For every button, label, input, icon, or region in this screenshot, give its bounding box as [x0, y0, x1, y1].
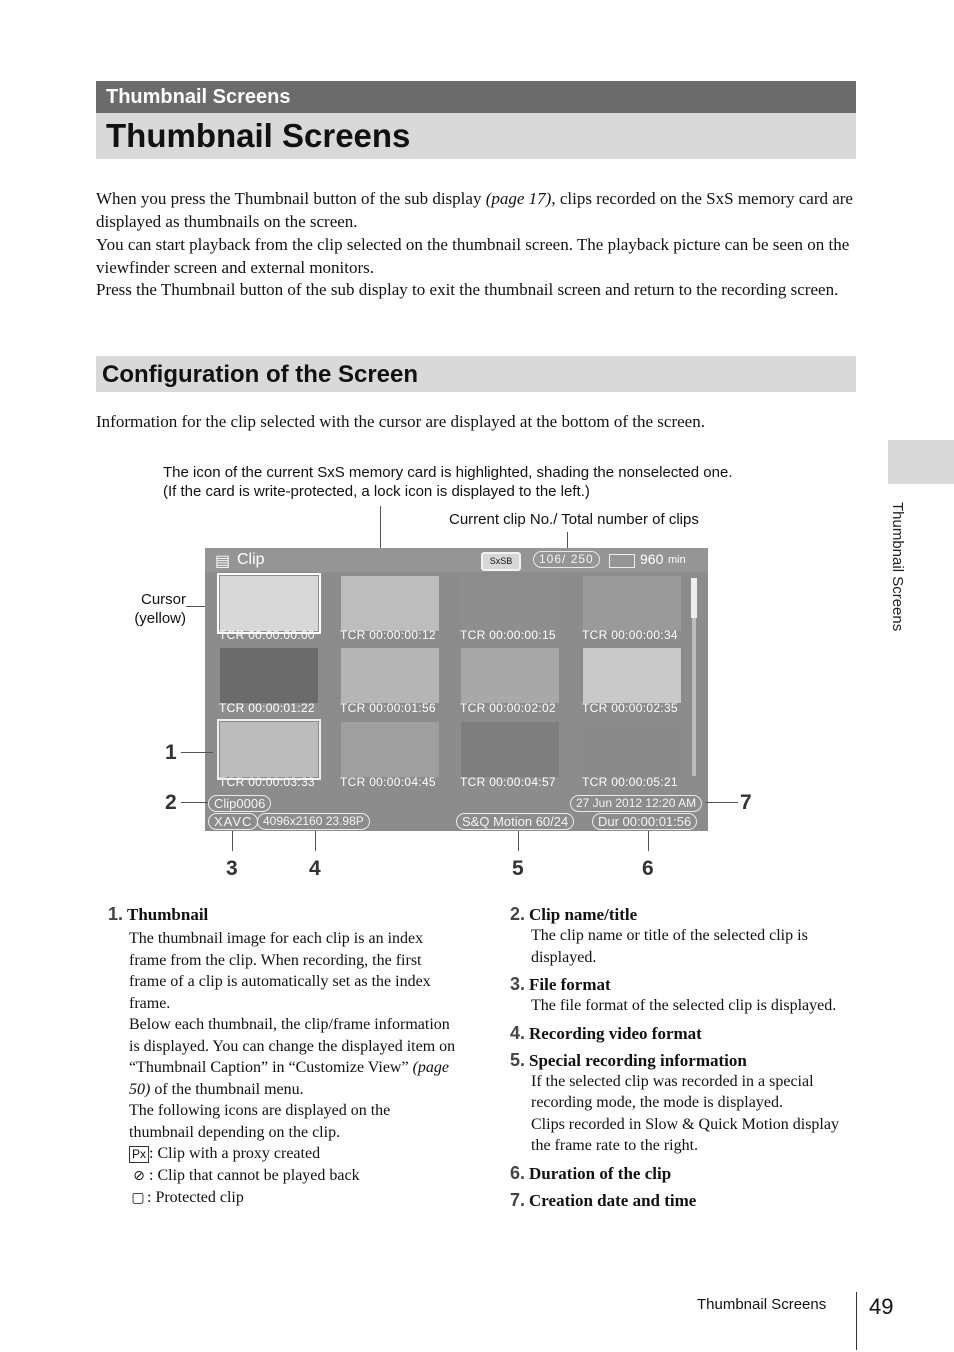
- item-5: 5. Special recording information If the selected clip was recorded in a special recording mode, the mode is displayed. Clips recorded in Slow & Quick Motion display the frame rate to the right.: [510, 1049, 839, 1154]
- card-icon-note: The icon of the current SxS memory card is highlighted, shading the nonselected one. (If the card is write-protected, a lock icon is displayed to the left.): [163, 464, 733, 500]
- page-ref: (page 17): [485, 189, 552, 208]
- clip-thumbnail[interactable]: [461, 648, 559, 703]
- page-number: 49: [869, 1294, 894, 1319]
- scroll-thumb[interactable]: [691, 578, 697, 618]
- clip-thumbnail[interactable]: [341, 576, 439, 631]
- clip-duration: Dur 00:00:01:56: [592, 813, 697, 830]
- clip-thumbnail[interactable]: [583, 648, 681, 703]
- item-4: 4. Recording video format: [510, 1022, 702, 1043]
- intro-paragraph-3: Press the Thumbnail button of the sub display to exit the thumbnail screen and return to the recording screen.: [96, 280, 839, 299]
- sxs-card-icon: SxSB: [481, 552, 521, 571]
- thumbnail-caption: TCR 00:00:01:56: [340, 701, 436, 715]
- clip-thumbnail[interactable]: [461, 576, 559, 631]
- clip-thumbnail[interactable]: [583, 576, 681, 631]
- page-title: Thumbnail Screens: [106, 117, 411, 154]
- clip-thumbnail[interactable]: [583, 722, 681, 777]
- title-bar: [96, 113, 856, 159]
- subsection-title: Configuration of the Screen: [102, 361, 419, 388]
- callout-4: 4: [309, 857, 321, 880]
- special-recording: S&Q Motion 60/24: [456, 813, 574, 830]
- thumbnail-caption: TCR 00:00:01:22: [219, 701, 315, 715]
- thumbnail-caption: TCR 00:00:00:12: [340, 628, 436, 642]
- intro-paragraph-2: You can start playback from the clip selected on the thumbnail screen. The playback picture can be seen on the viewfinder screen and external monitors.: [96, 235, 850, 277]
- footer-label: Thumbnail Screens: [697, 1296, 827, 1313]
- callout-7: 7: [740, 791, 752, 814]
- clip-counter: 106/ 250: [533, 551, 600, 568]
- callout-5: 5: [512, 857, 524, 880]
- subsection-bar: [96, 356, 856, 392]
- lock-icon: ▢: [131, 1190, 145, 1206]
- clip-icon: ▤: [215, 553, 231, 570]
- cursor-note: Cursor (yellow): [134, 591, 186, 627]
- no-playback-icon: ⊘: [133, 1167, 145, 1184]
- item-6: 6. Duration of the clip: [510, 1162, 672, 1183]
- file-format: XAVC: [208, 813, 258, 830]
- no-play-icon-row: ⊘ : Clip that cannot be played back: [129, 1165, 459, 1188]
- thumbnail-caption: TCR 00:00:02:35: [582, 701, 678, 715]
- thumbnail-grid: [205, 548, 708, 831]
- item-list-right: [510, 904, 860, 1217]
- section-text: Information for the clip selected with the cursor are displayed at the bottom of the screen.: [96, 412, 705, 431]
- thumbnail-caption: TCR 00:00:00:15: [460, 628, 556, 642]
- protect-icon-row: ▢ : Protected clip: [129, 1187, 459, 1210]
- thumbnail-caption: TCR 00:00:05:21: [582, 775, 678, 789]
- item-1-heading: 1. Thumbnail: [108, 904, 209, 924]
- leader-line: [181, 752, 213, 753]
- thumbnail-caption: TCR 00:00:00:34: [582, 628, 678, 642]
- thumbnail-screen: [205, 548, 708, 831]
- remaining-unit: min: [668, 554, 686, 566]
- creation-date: 27 Jun 2012 12:20 AM: [570, 795, 702, 812]
- leader-line: [706, 802, 738, 803]
- leader-line: [315, 831, 316, 851]
- item-1-body: The thumbnail image for each clip is an index frame from the clip. When recording, the first frame of a clip is automatically set as the index frame. Below each thumbnail, the clip/frame information is displayed. You can change the displayed item on “Thumbnail Caption” in “Customize View” (page 50) of the thumbnail menu. The following icons are displayed on the thumbnail depending on the clip. Px : Clip with a proxy created ⊘ : Clip that cannot be played back ▢ : Protected clip: [129, 928, 459, 1210]
- callout-2: 2: [165, 791, 177, 814]
- proxy-icon-row: Px : Clip with a proxy created: [129, 1143, 459, 1165]
- thumbnail-caption: TCR 00:00:03:33: [219, 775, 315, 789]
- callout-3: 3: [226, 857, 238, 880]
- item-7: 7. Creation date and time: [510, 1189, 697, 1210]
- clip-number-note: Current clip No./ Total number of clips: [449, 511, 699, 528]
- clip-thumbnail[interactable]: [341, 648, 439, 703]
- clip-thumbnail[interactable]: [220, 648, 318, 703]
- thumbnail-caption: TCR 00:00:04:57: [460, 775, 556, 789]
- clip-thumbnail[interactable]: [341, 722, 439, 777]
- intro-paragraph-1: When you press the Thumbnail button of the sub display (page 17), clips recorded on the SxS memory card are displayed as thumbnails on the screen.: [96, 189, 853, 231]
- thumbnail-caption: TCR 00:00:02:02: [460, 701, 556, 715]
- section-header-bar: [96, 81, 856, 113]
- footer-divider: [856, 1292, 857, 1350]
- clip-thumbnail[interactable]: [220, 722, 318, 777]
- clip-name: Clip0006: [208, 795, 271, 812]
- leader-line: [181, 802, 208, 803]
- leader-line: [232, 831, 233, 851]
- callout-6: 6: [642, 857, 654, 880]
- leader-line: [648, 831, 649, 851]
- thumbnail-caption: TCR 00:00:00:00: [219, 628, 315, 642]
- item-3: 3. File format The file format of the selected clip is displayed.: [510, 974, 837, 1014]
- side-tab: [888, 440, 954, 484]
- video-format: 4096x2160 23.98P: [257, 813, 370, 830]
- item-2: 2. Clip name/title The clip name or title of the selected clip is displayed.: [510, 904, 808, 966]
- thumbnail-caption: TCR 00:00:04:45: [340, 775, 436, 789]
- clip-thumbnail-cursor[interactable]: [220, 576, 318, 631]
- screen-title: Clip: [237, 551, 265, 568]
- leader-line: [518, 831, 519, 851]
- side-tab-label: Thumbnail Screens: [889, 502, 906, 632]
- proxy-icon: Px: [129, 1146, 149, 1163]
- callout-1: 1: [165, 741, 177, 764]
- remaining-value: 960: [640, 551, 664, 567]
- section-label: Thumbnail Screens: [106, 86, 291, 108]
- clip-thumbnail[interactable]: [461, 722, 559, 777]
